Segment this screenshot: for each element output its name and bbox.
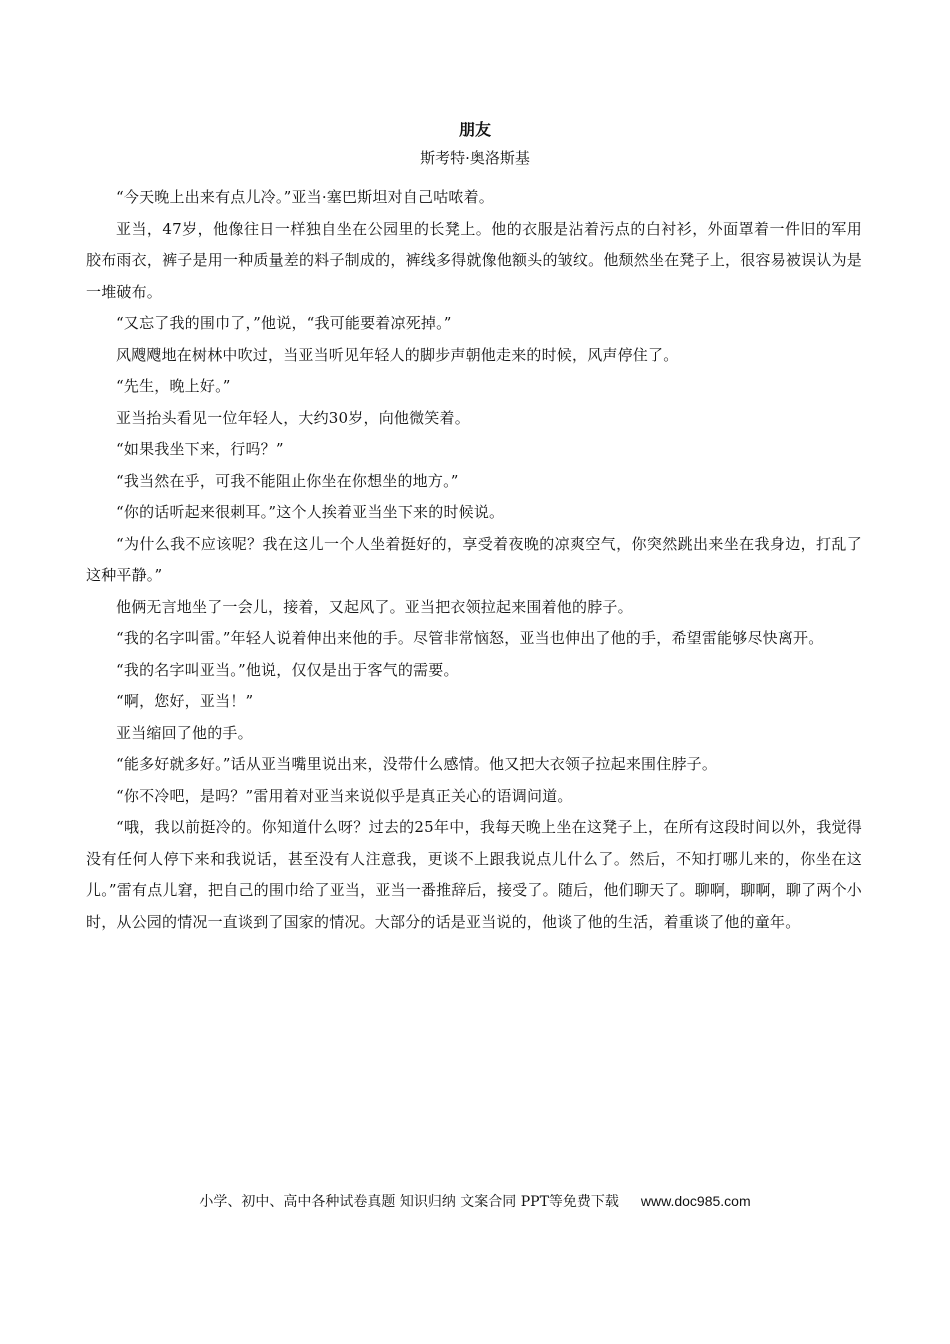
paragraph: “今天晚上出来有点儿冷。”亚当·塞巴斯坦对自己咕哝着。 xyxy=(116,188,495,206)
paragraph: “你的话听起来很刺耳。”这个人挨着亚当坐下来的时候说。 xyxy=(116,503,505,521)
paragraph: “为什么我不应该呢？我在这儿一个人坐着挺好的，享受着夜晚的凉爽空气，你突然跳出来坐在我身边，打乱了这种平静。” xyxy=(86,534,862,584)
paragraph: 亚当，47岁，他像往日一样独自坐在公园里的长凳上。他的衣服是沾着污点的白衬衫，外面罩着一件旧的军用胶布雨衣，裤子是用一种质量差的料子制成的，裤线多得就像他额头的皱纹。他颓然坐在凳子上，很容易被误认为是一堆破布。 xyxy=(86,219,862,301)
page-footer xyxy=(0,1191,950,1212)
paragraph: 他俩无言地坐了一会儿，接着，又起风了。亚当把衣领拉起来围着他的脖子。 xyxy=(116,597,633,616)
paragraph: “我当然在乎，可我不能阻止你坐在你想坐的地方。” xyxy=(116,471,459,490)
paragraph: “又忘了我的围巾了，”他说，“我可能要着凉死掉。” xyxy=(116,314,452,332)
article-body xyxy=(86,182,862,938)
paragraph: “如果我坐下来，行吗？” xyxy=(116,440,284,458)
paragraph: “能多好就多好。”话从亚当嘴里说出来，没带什么感情。他又把大衣领子拉起来围住脖子。 xyxy=(116,755,718,773)
paragraph: “我的名字叫雷。”年轻人说着伸出来他的手。尽管非常恼怒，亚当也伸出了他的手，希望雷能够尽快离开。 xyxy=(116,629,824,647)
footer-url[interactable]: www.doc985.com xyxy=(640,1193,751,1209)
paragraph: “啊，您好，亚当！” xyxy=(116,692,254,710)
article-title: 朋友 xyxy=(458,120,491,139)
paragraph: “你不冷吧，是吗？”雷用着对亚当来说似乎是真正关心的语调问道。 xyxy=(116,786,573,805)
article-author: 斯考特·奥洛斯基 xyxy=(420,149,530,167)
paragraph: “先生，晚上好。” xyxy=(116,377,231,395)
paragraph: 亚当缩回了他的手。 xyxy=(116,723,253,742)
paragraph: “哦，我以前挺冷的。你知道什么呀？过去的25年中，我每天晚上坐在这凳子上，在所有这段时间以外，我觉得没有任何人停下来和我说话，甚至没有人注意我，更谈不上跟我说点儿什么了。然后，不知打哪儿来的，你坐在这儿。”雷有点儿窘，把自己的围巾给了亚当，亚当一番推辞后，接受了。随后，他们聊天了。聊啊，聊啊，聊了两个小时，从公园的情况一直谈到了国家的情况。大部分的话是亚当说的，他谈了他的生活，着重谈了他的童年。 xyxy=(86,818,862,931)
paragraph: 风飕飕地在树林中吹过，当亚当听见年轻人的脚步声朝他走来的时候，风声停住了。 xyxy=(116,345,679,364)
footer-text: 小学、初中、高中各种试卷真题 知识归纳 文案合同 PPT等免费下载 xyxy=(199,1194,619,1210)
paragraph: “我的名字叫亚当。”他说，仅仅是出于客气的需要。 xyxy=(116,660,459,679)
paragraph: 亚当抬头看见一位年轻人，大约30岁，向他微笑着。 xyxy=(116,408,470,427)
